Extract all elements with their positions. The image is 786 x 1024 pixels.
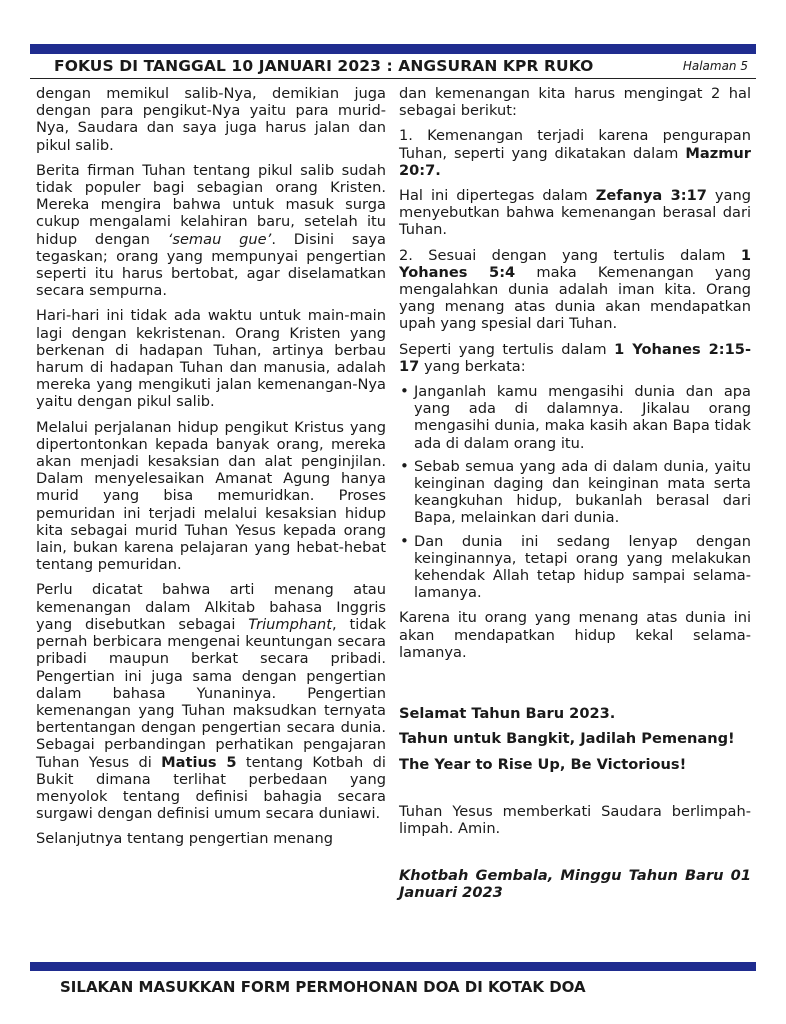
paragraph: Karena itu orang yang menang atas dunia ini akan mendapatkan hidup kekal selama-lamanya. [399, 609, 751, 661]
text-run: Perlu dicatat bahwa arti menang atau kemenangan dalam Alkitab bahasa Inggris yang disebutkan sebagai [36, 581, 386, 633]
spacer [399, 781, 751, 803]
list-item: • Sebab semua yang ada di dalam dunia, yaitu keinginan daging dan keinginan mata serta keangkuhan hidup, bukanlah berasal dari Bapa, melainkan dari dunia. [399, 458, 751, 527]
text-run: 2. Sesuai dengan yang tertulis dalam [399, 246, 741, 264]
paragraph [36, 581, 386, 822]
bottom-rule [30, 962, 756, 971]
sermon-signature: Khotbah Gembala, Minggu Tahun Baru 01 Januari 2023 [399, 867, 751, 902]
new-year-greeting: Selamat Tahun Baru 2023. [399, 705, 616, 723]
spacer [399, 845, 751, 867]
text-run: Berita firman Tuhan tentang pikul salib sudah tidak populer bagi sebagian orang Kristen. Mereka mengira bahwa untuk masuk surga cukup mengalami kelahiran baru, setelah itu hidup dengan [36, 161, 386, 248]
paragraph [399, 341, 751, 375]
list-item: • Dan dunia ini sedang lenyap dengan keinginannya, tetapi orang yang melakukan kehendak Allah tetap hidup sampai selama-lamanya. [399, 533, 751, 602]
text-run: Hal ini dipertegas dalam [399, 187, 596, 205]
page-number: Halaman 5 [682, 59, 748, 73]
scripture-reference: 1 Yohanes 5:4 [399, 246, 751, 281]
paragraph [399, 127, 751, 179]
paragraph: Melalui perjalanan hidup pengikut Kristus yang dipertontonkan kepada banyak orang, mereka akan menjadi kesaksian dan alat penginjilan. Dalam menyelesaikan Amanat Agung hanya murid yang bisa memuridkan. Proses pemuridan ini terjadi melalui kesaksian hidup kita sebagai murid Tuhan Yesus kepada orang lain, bukan karena pelajaran yang hebat-hebat tentang pemuridan. [36, 418, 386, 574]
text-run: tentang Kotbah di Bukit dimana terlihat perbedaan yang menyolok tentang definisi bahagia secara surgawi dengan definisi umum secara duniawi. [36, 753, 386, 823]
scripture-reference: Zefanya 3:17 [595, 187, 707, 205]
blessing: Tuhan Yesus memberkati Saudara berlimpah-limpah. Amin. [399, 802, 751, 837]
theme-indonesian: Tahun untuk Bangkit, Jadilah Pemenang! [399, 730, 735, 748]
italic-text: Triumphant [248, 615, 333, 633]
left-column [36, 85, 386, 848]
paragraph: dan kemenangan kita harus mengingat 2 hal sebagai berikut: [399, 85, 751, 120]
italic-text: ‘semau gue’ [167, 230, 272, 248]
header-title: FOKUS DI TANGGAL 10 JANUARI 2023 : ANGSURAN KPR RUKO [54, 57, 594, 75]
text-run: Seperti yang tertulis dalam [399, 340, 615, 358]
page-header [30, 56, 756, 79]
spacer [399, 669, 751, 705]
text-run: 1. Kemenangan terjadi karena pengurapan Tuhan, seperti yang dikatakan dalam [399, 127, 751, 162]
paragraph: dengan memikul salib-Nya, demikian juga dengan para pengikut-Nya yaitu para murid-Nya, Saudara dan saya juga harus jalan dan pikul salib. [36, 85, 386, 154]
scripture-reference: 1 Yohanes 2:15-17 [399, 340, 752, 375]
text-run: maka Kemenangan yang mengalahkan dunia adalah iman kita. Orang yang menang atas dunia akan mendapatkan upah yang spesial dari Tuhan. [399, 263, 751, 333]
scripture-reference: Mazmur 20:7. [399, 144, 751, 179]
list-item: • Janganlah kamu mengasihi dunia dan apa yang ada di dalamnya. Jikalau orang mengasihi dunia, maka kasih akan Bapa tidak ada di dalam orang itu. [399, 383, 751, 452]
text-run: yang berkata: [419, 357, 526, 375]
top-rule [30, 44, 756, 54]
paragraph: Selanjutnya tentang pengertian menang [36, 830, 333, 848]
paragraph: Hari-hari ini tidak ada waktu untuk main-main lagi dengan kekristenan. Orang Kristen yang berkenan di hadapan Tuhan, artinya berbau harum di hadapan Tuhan dan manusia, adalah mereka yang mengikuti jalan kemenangan-Nya yaitu dengan pikul salib. [36, 307, 386, 411]
text-run: , tidak pernah berbicara mengenai keuntungan secara pribadi maupun berkat secara pribadi. Pengertian ini juga sama dengan pengertian dalam bahasa Yunaninya. Pengertian kemenangan yang Tuhan maksudkan ternyata bertentangan dengan pengertian secara dunia. Sebagai perbandingan perhatikan pengajaran Tuhan Yesus di [36, 615, 386, 771]
right-column [399, 85, 751, 910]
theme-english: The Year to Rise Up, Be Victorious! [399, 755, 687, 773]
scripture-reference: Matius 5 [161, 753, 237, 771]
paragraph [399, 247, 751, 333]
verse-list [399, 383, 751, 601]
footer-notice: SILAKAN MASUKKAN FORM PERMOHONAN DOA DI KOTAK DOA [60, 978, 586, 996]
text-run: . Disini saya tegaskan; orang yang mempunyai pengertian seperti itu harus bertobat, agar diselamatkan secara sempurna. [36, 230, 387, 300]
paragraph [399, 187, 751, 239]
text-run: yang menyebutkan bahwa kemenangan berasal dari Tuhan. [399, 187, 751, 239]
paragraph [36, 162, 386, 300]
